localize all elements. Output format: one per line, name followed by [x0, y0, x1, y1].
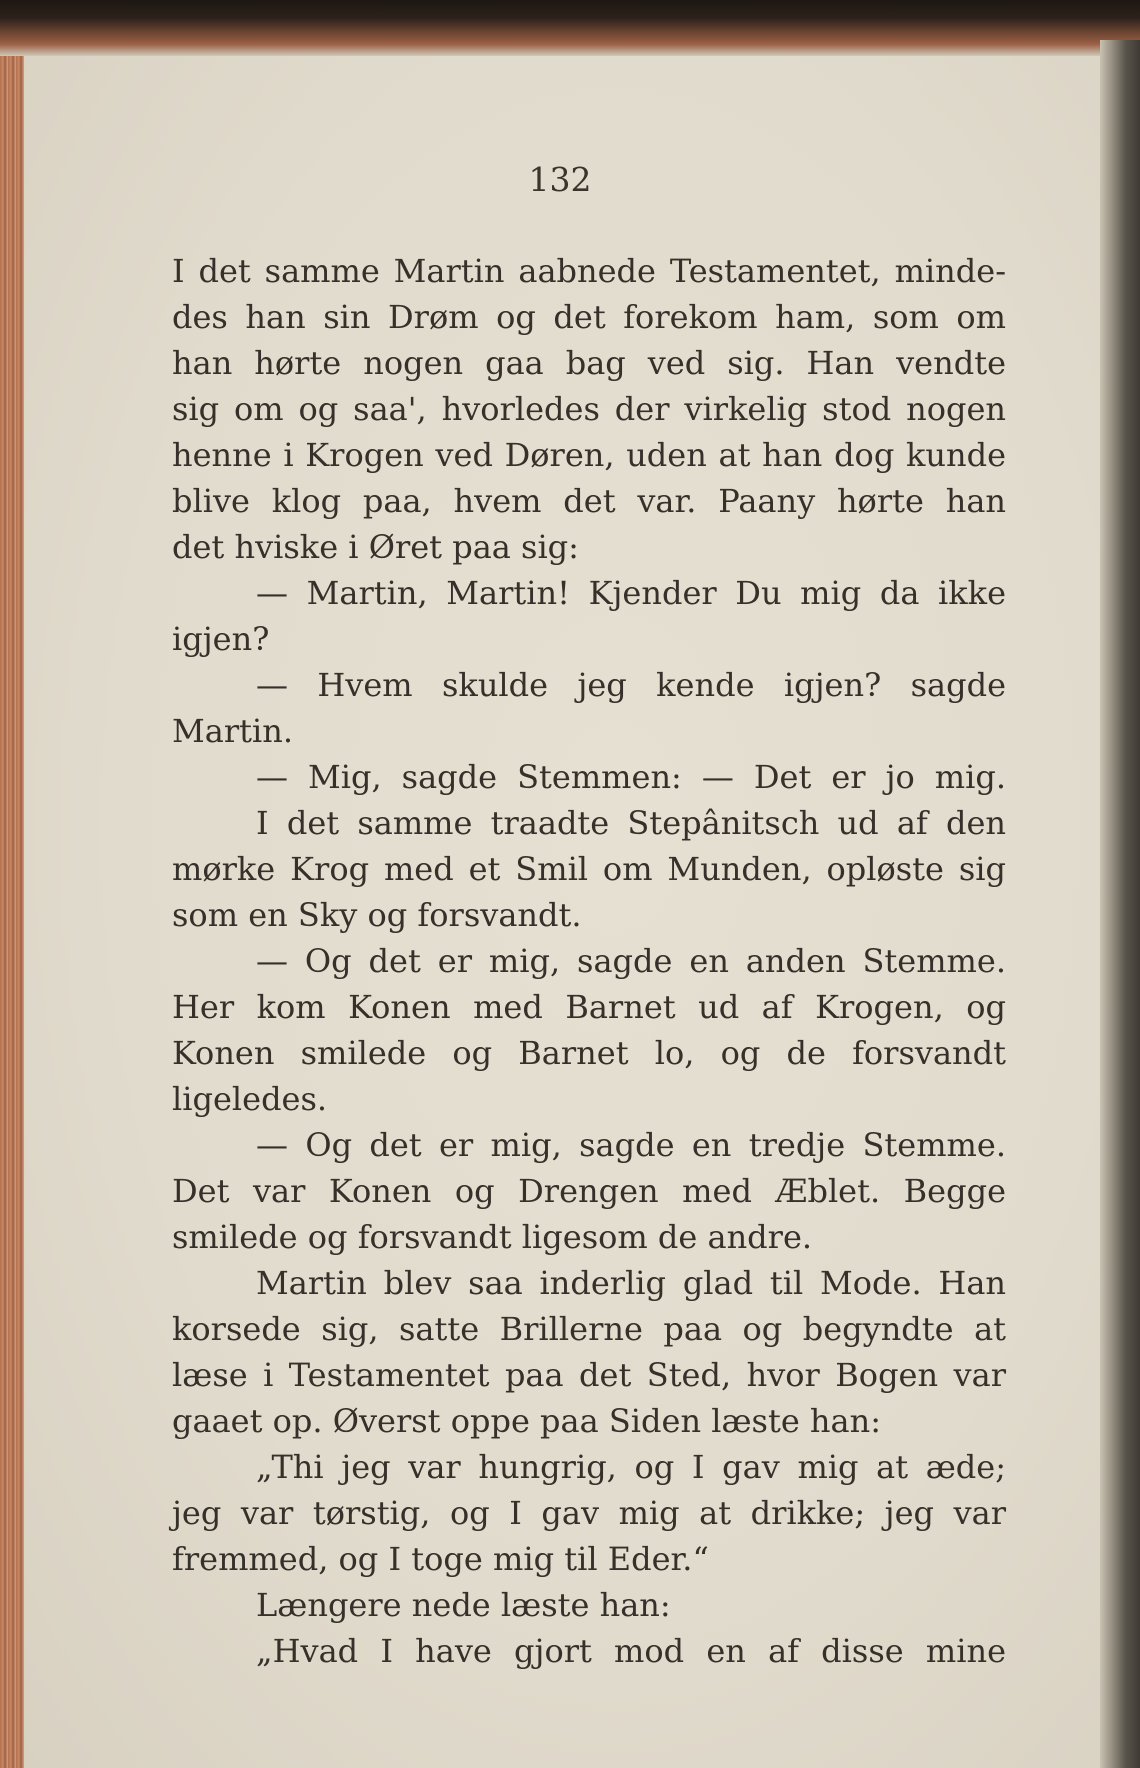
- text-line: Her kom Konen med Barnet ud af Krogen, og: [172, 988, 1006, 1026]
- text-line: Martin blev saa inderlig glad til Mode. Han: [256, 1264, 1006, 1302]
- text-line: „Thi jeg var hungrig, og I gav mig at æde;: [256, 1448, 1006, 1486]
- text-line: — Og det er mig, sagde en anden Stemme.: [256, 942, 1006, 980]
- text-line: Det var Konen og Drengen med Æblet. Begge: [172, 1172, 1006, 1210]
- text-line: I det samme traadte Stepânitsch ud af den: [256, 804, 1006, 842]
- left-page-edge: [0, 56, 24, 1768]
- text-line: ligeledes.: [172, 1080, 328, 1118]
- top-edge: [0, 0, 1140, 56]
- text-line: — Mig, sagde Stemmen: — Det er jo mig.: [256, 758, 1006, 796]
- text-line: sig om og saa', hvorledes der virkelig stod nogen: [172, 390, 1006, 428]
- text-line: det hviske i Øret paa sig:: [172, 528, 579, 566]
- text-line: smilede og forsvandt ligesom de andre.: [172, 1218, 813, 1256]
- text-line: — Martin, Martin! Kjender Du mig da ikke: [256, 574, 1006, 612]
- text-line: I det samme Martin aabnede Testamentet, minde-: [172, 252, 1006, 290]
- text-line: „Hvad I have gjort mod en af disse mine: [256, 1632, 1006, 1670]
- text-line: fremmed, og I toge mig til Eder.“: [172, 1540, 709, 1578]
- text-line: igjen?: [172, 620, 270, 658]
- text-line: jeg var tørstig, og I gav mig at drikke; jeg var: [172, 1494, 1006, 1532]
- text-line: som en Sky og forsvandt.: [172, 896, 582, 934]
- text-line: henne i Krogen ved Døren, uden at han dog kunde: [172, 436, 1006, 474]
- text-line: gaaet op. Øverst oppe paa Siden læste han:: [172, 1402, 881, 1440]
- body-text: [172, 248, 1006, 1674]
- text-line: han hørte nogen gaa bag ved sig. Han vendte: [172, 344, 1006, 382]
- text-line: Konen smilede og Barnet lo, og de forsvandt: [172, 1034, 1006, 1072]
- text-line: — Hvem skulde jeg kende igjen? sagde Martin.: [172, 666, 1006, 750]
- right-gutter: [1100, 40, 1140, 1768]
- text-line: korsede sig, satte Brillerne paa og begyndte at: [172, 1310, 1006, 1348]
- text-line: mørke Krog med et Smil om Munden, opløste sig: [172, 850, 1006, 888]
- text-line: Længere nede læste han:: [256, 1586, 671, 1624]
- page-number: 132: [528, 160, 592, 199]
- text-line: des han sin Drøm og det forekom ham, som om: [172, 298, 1006, 336]
- text-line: læse i Testamentet paa det Sted, hvor Bogen var: [172, 1356, 1006, 1394]
- text-line: blive klog paa, hvem det var. Paany hørte han: [172, 482, 1006, 520]
- text-line: — Og det er mig, sagde en tredje Stemme.: [256, 1126, 1006, 1164]
